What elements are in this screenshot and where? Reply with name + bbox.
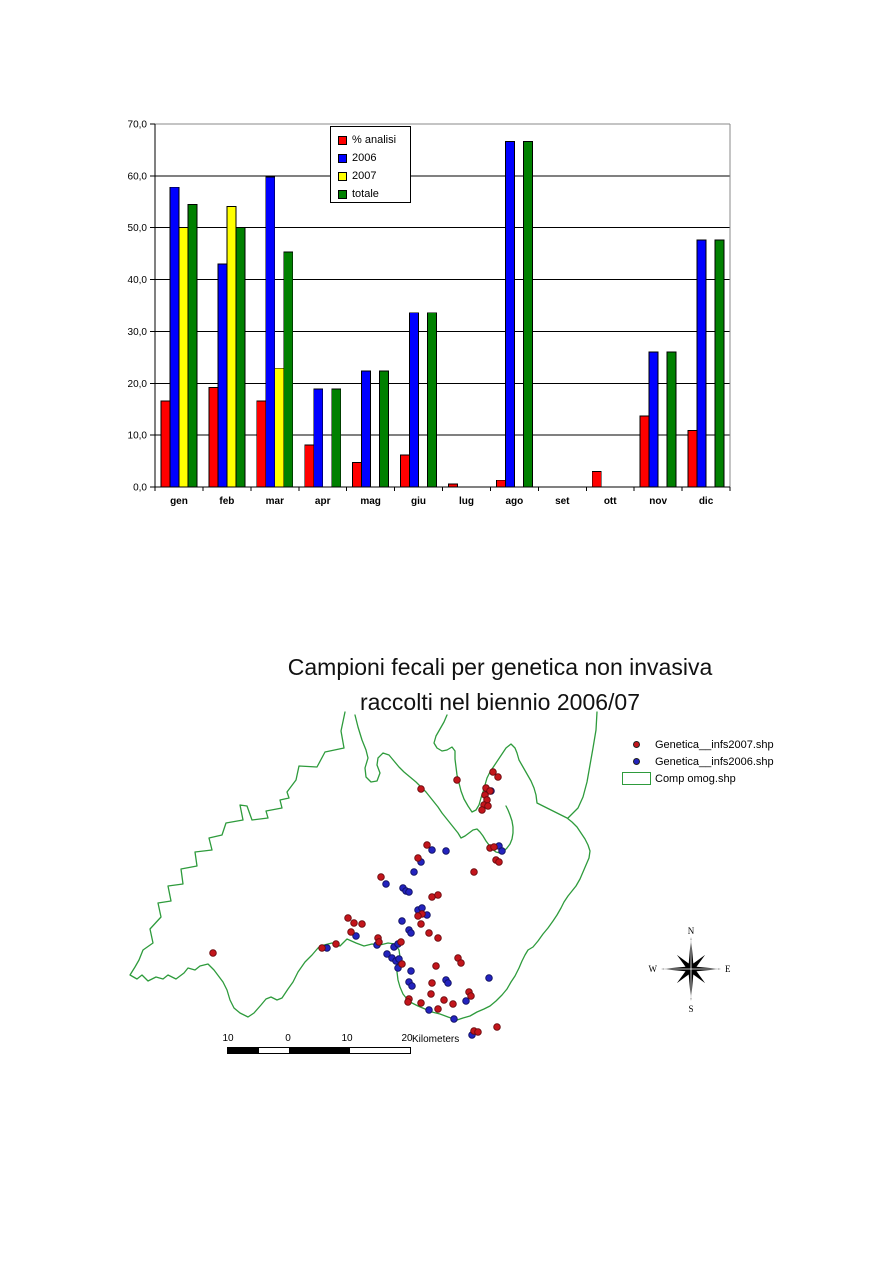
bar-nov-2006 (649, 352, 658, 487)
legend-label-analisi: % analisi (352, 133, 397, 146)
bar-mar-2007 (275, 368, 284, 487)
x-axis-label: gen (170, 496, 188, 507)
legend-label-2007: 2007 (352, 169, 377, 182)
sample-point-2007 (435, 935, 442, 942)
sample-point-2006 (443, 848, 450, 855)
sample-point-2006 (383, 881, 390, 888)
sample-point-2007 (433, 963, 440, 970)
bar-ott-% analisi (592, 471, 601, 487)
scale-bar-segments (228, 1047, 411, 1054)
bar-gen-totale (188, 204, 197, 487)
scale-label-mid: 10 (341, 1033, 353, 1044)
sample-point-2007 (333, 941, 340, 948)
map-legend (617, 736, 817, 787)
sample-point-2006 (408, 930, 415, 937)
map-legend-label-2006: Genetica__infs2006.shp (655, 755, 774, 768)
sample-point-2007 (450, 1001, 457, 1008)
bar-lug-% analisi (448, 484, 457, 487)
sample-point-2007 (485, 803, 492, 810)
sample-point-2007 (429, 980, 436, 987)
y-axis-label: 50,0 (127, 223, 147, 235)
sample-point-2006 (426, 1007, 433, 1014)
sample-point-2007 (435, 892, 442, 899)
bar-mar-2006 (266, 177, 275, 487)
scale-unit-label: Kilometers (412, 1034, 460, 1045)
district-boundary (355, 715, 513, 853)
sample-point-2006 (411, 869, 418, 876)
sample-point-2007 (491, 844, 498, 851)
x-axis-label: nov (649, 496, 668, 507)
scale-bar (222, 1033, 478, 1057)
bar-dic-totale (715, 240, 724, 487)
y-axis-label: 30,0 (127, 326, 147, 338)
bar-gen-2006 (170, 187, 179, 487)
map-legend-label-comp: Comp omog.shp (655, 772, 736, 785)
sample-point-2007 (479, 807, 486, 814)
sample-point-2007 (210, 950, 217, 957)
scale-segment (349, 1047, 411, 1054)
sample-point-2007 (399, 961, 406, 968)
sample-point-2007 (415, 855, 422, 862)
sample-point-2007 (398, 939, 405, 946)
blue-dot-icon (633, 758, 640, 765)
map-legend-label-2007: Genetica__infs2007.shp (655, 738, 774, 751)
sample-point-2006 (463, 998, 470, 1005)
x-axis-label: set (555, 496, 570, 507)
legend-swatch-2007 (338, 172, 347, 181)
scale-label-zero: 0 (285, 1033, 291, 1044)
x-axis-label: feb (219, 496, 235, 507)
legend-swatch-analisi (338, 136, 347, 145)
sample-point-2007 (424, 842, 431, 849)
y-axis-label: 20,0 (127, 378, 147, 390)
red-dot-icon (633, 741, 640, 748)
sample-point-2007 (495, 774, 502, 781)
sample-point-2006 (408, 968, 415, 975)
compass-east-label: E (725, 964, 731, 974)
bar-ago-% analisi (496, 480, 505, 487)
sample-point-2007 (490, 769, 497, 776)
bar-feb-% analisi (209, 387, 218, 487)
compass-south-label: S (688, 1004, 694, 1014)
sample-point-2007 (418, 921, 425, 928)
map-title-line1: Campioni fecali per genetica non invasiva (287, 654, 713, 680)
x-axis-label: mar (265, 496, 284, 507)
sample-point-2007 (359, 921, 366, 928)
compass-north-label: N (687, 926, 695, 936)
scale-segment (289, 1047, 350, 1054)
bar-mar-totale (284, 252, 293, 487)
sample-point-2007 (435, 1006, 442, 1013)
y-axis-label: 0,0 (133, 482, 147, 494)
bar-giu-% analisi (401, 455, 410, 487)
y-axis-label: 40,0 (127, 275, 147, 287)
bar-giu-2006 (410, 313, 419, 487)
legend-label-totale: totale (352, 187, 379, 200)
bar-mag-% analisi (353, 463, 362, 487)
sample-point-2006 (399, 918, 406, 925)
sample-point-2007 (496, 859, 503, 866)
bar-nov-totale (667, 352, 676, 487)
sample-point-2007 (454, 777, 461, 784)
bar-nov-% analisi (640, 416, 649, 487)
chart-legend-row (331, 185, 410, 203)
sample-point-2007 (319, 945, 326, 952)
bar-feb-2006 (218, 264, 227, 487)
x-axis-label: giu (411, 496, 427, 507)
map-svg (125, 705, 650, 1065)
sample-point-2007 (468, 993, 475, 1000)
district-boundary (568, 712, 597, 818)
x-axis-label: dic (698, 496, 714, 507)
sample-point-2007 (418, 1000, 425, 1007)
legend-swatch-2006 (338, 154, 347, 163)
sample-point-2007 (471, 869, 478, 876)
sample-point-2007 (458, 960, 465, 967)
bar-mag-totale (380, 371, 389, 487)
legend-swatch-cell (617, 758, 655, 765)
bar-ago-2006 (505, 142, 514, 487)
legend-swatch-cell (617, 741, 655, 748)
scale-segment (258, 1047, 290, 1054)
sample-point-2007 (494, 1024, 501, 1031)
bar-apr-% analisi (305, 445, 314, 487)
scale-segment (227, 1047, 259, 1054)
sample-point-2007 (376, 939, 383, 946)
x-axis-label: lug (458, 496, 474, 507)
legend-swatch-totale (338, 190, 347, 199)
y-axis-label: 70,0 (127, 119, 147, 131)
sample-point-2006 (445, 980, 452, 987)
chart-legend (330, 126, 411, 203)
map-legend-row-2006 (617, 753, 817, 770)
sample-point-2007 (378, 874, 385, 881)
sample-point-2007 (345, 915, 352, 922)
bar-giu-totale (428, 313, 437, 487)
sample-point-2007 (348, 929, 355, 936)
compass-rose-icon (641, 925, 741, 1017)
sample-point-2007 (405, 999, 412, 1006)
y-axis-label: 60,0 (127, 171, 147, 183)
scale-label-left: 10 (222, 1033, 234, 1044)
bar-gen-2007 (179, 228, 188, 487)
bar-ago-totale (523, 142, 532, 487)
bar-feb-totale (236, 228, 245, 487)
x-axis-label: apr (314, 496, 331, 507)
x-axis-label: ott (603, 496, 617, 507)
sample-point-2007 (415, 913, 422, 920)
map-legend-row-2007 (617, 736, 817, 753)
sample-point-2007 (426, 930, 433, 937)
chart-legend-row (331, 149, 410, 167)
sample-point-2007 (351, 920, 358, 927)
scale-label-right: 20 (401, 1033, 413, 1044)
bar-apr-2006 (314, 389, 323, 487)
x-axis-label: ago (505, 496, 524, 507)
legend-swatch-cell (617, 772, 655, 785)
legend-label-2006: 2006 (352, 151, 377, 164)
sample-point-2006 (406, 889, 413, 896)
sample-point-2007 (441, 997, 448, 1004)
sample-point-2006 (451, 1016, 458, 1023)
chart-legend-row (331, 167, 410, 185)
bar-dic-2006 (697, 240, 706, 487)
polygon-outline-icon (622, 772, 651, 785)
bar-dic-% analisi (688, 430, 697, 487)
bar-chart-svg (125, 115, 745, 515)
sample-point-2006 (409, 983, 416, 990)
bar-mar-% analisi (257, 401, 266, 487)
sample-point-2006 (486, 975, 493, 982)
sample-point-2006 (499, 848, 506, 855)
district-boundary (130, 712, 590, 1020)
bar-feb-2007 (227, 206, 236, 487)
map-legend-row-comp (617, 770, 817, 787)
map-title-line2: raccolti nel biennio 2006/07 (359, 689, 641, 715)
compass-west-label: W (648, 964, 657, 974)
sample-point-2007 (428, 991, 435, 998)
y-axis-label: 10,0 (127, 430, 147, 442)
bar-apr-totale (332, 389, 341, 487)
bar-mag-2006 (362, 371, 371, 487)
sample-point-2007 (418, 786, 425, 793)
sample-point-2006 (429, 847, 436, 854)
x-axis-label: mag (360, 496, 381, 507)
chart-legend-row (331, 131, 410, 149)
bar-gen-% analisi (161, 401, 170, 487)
